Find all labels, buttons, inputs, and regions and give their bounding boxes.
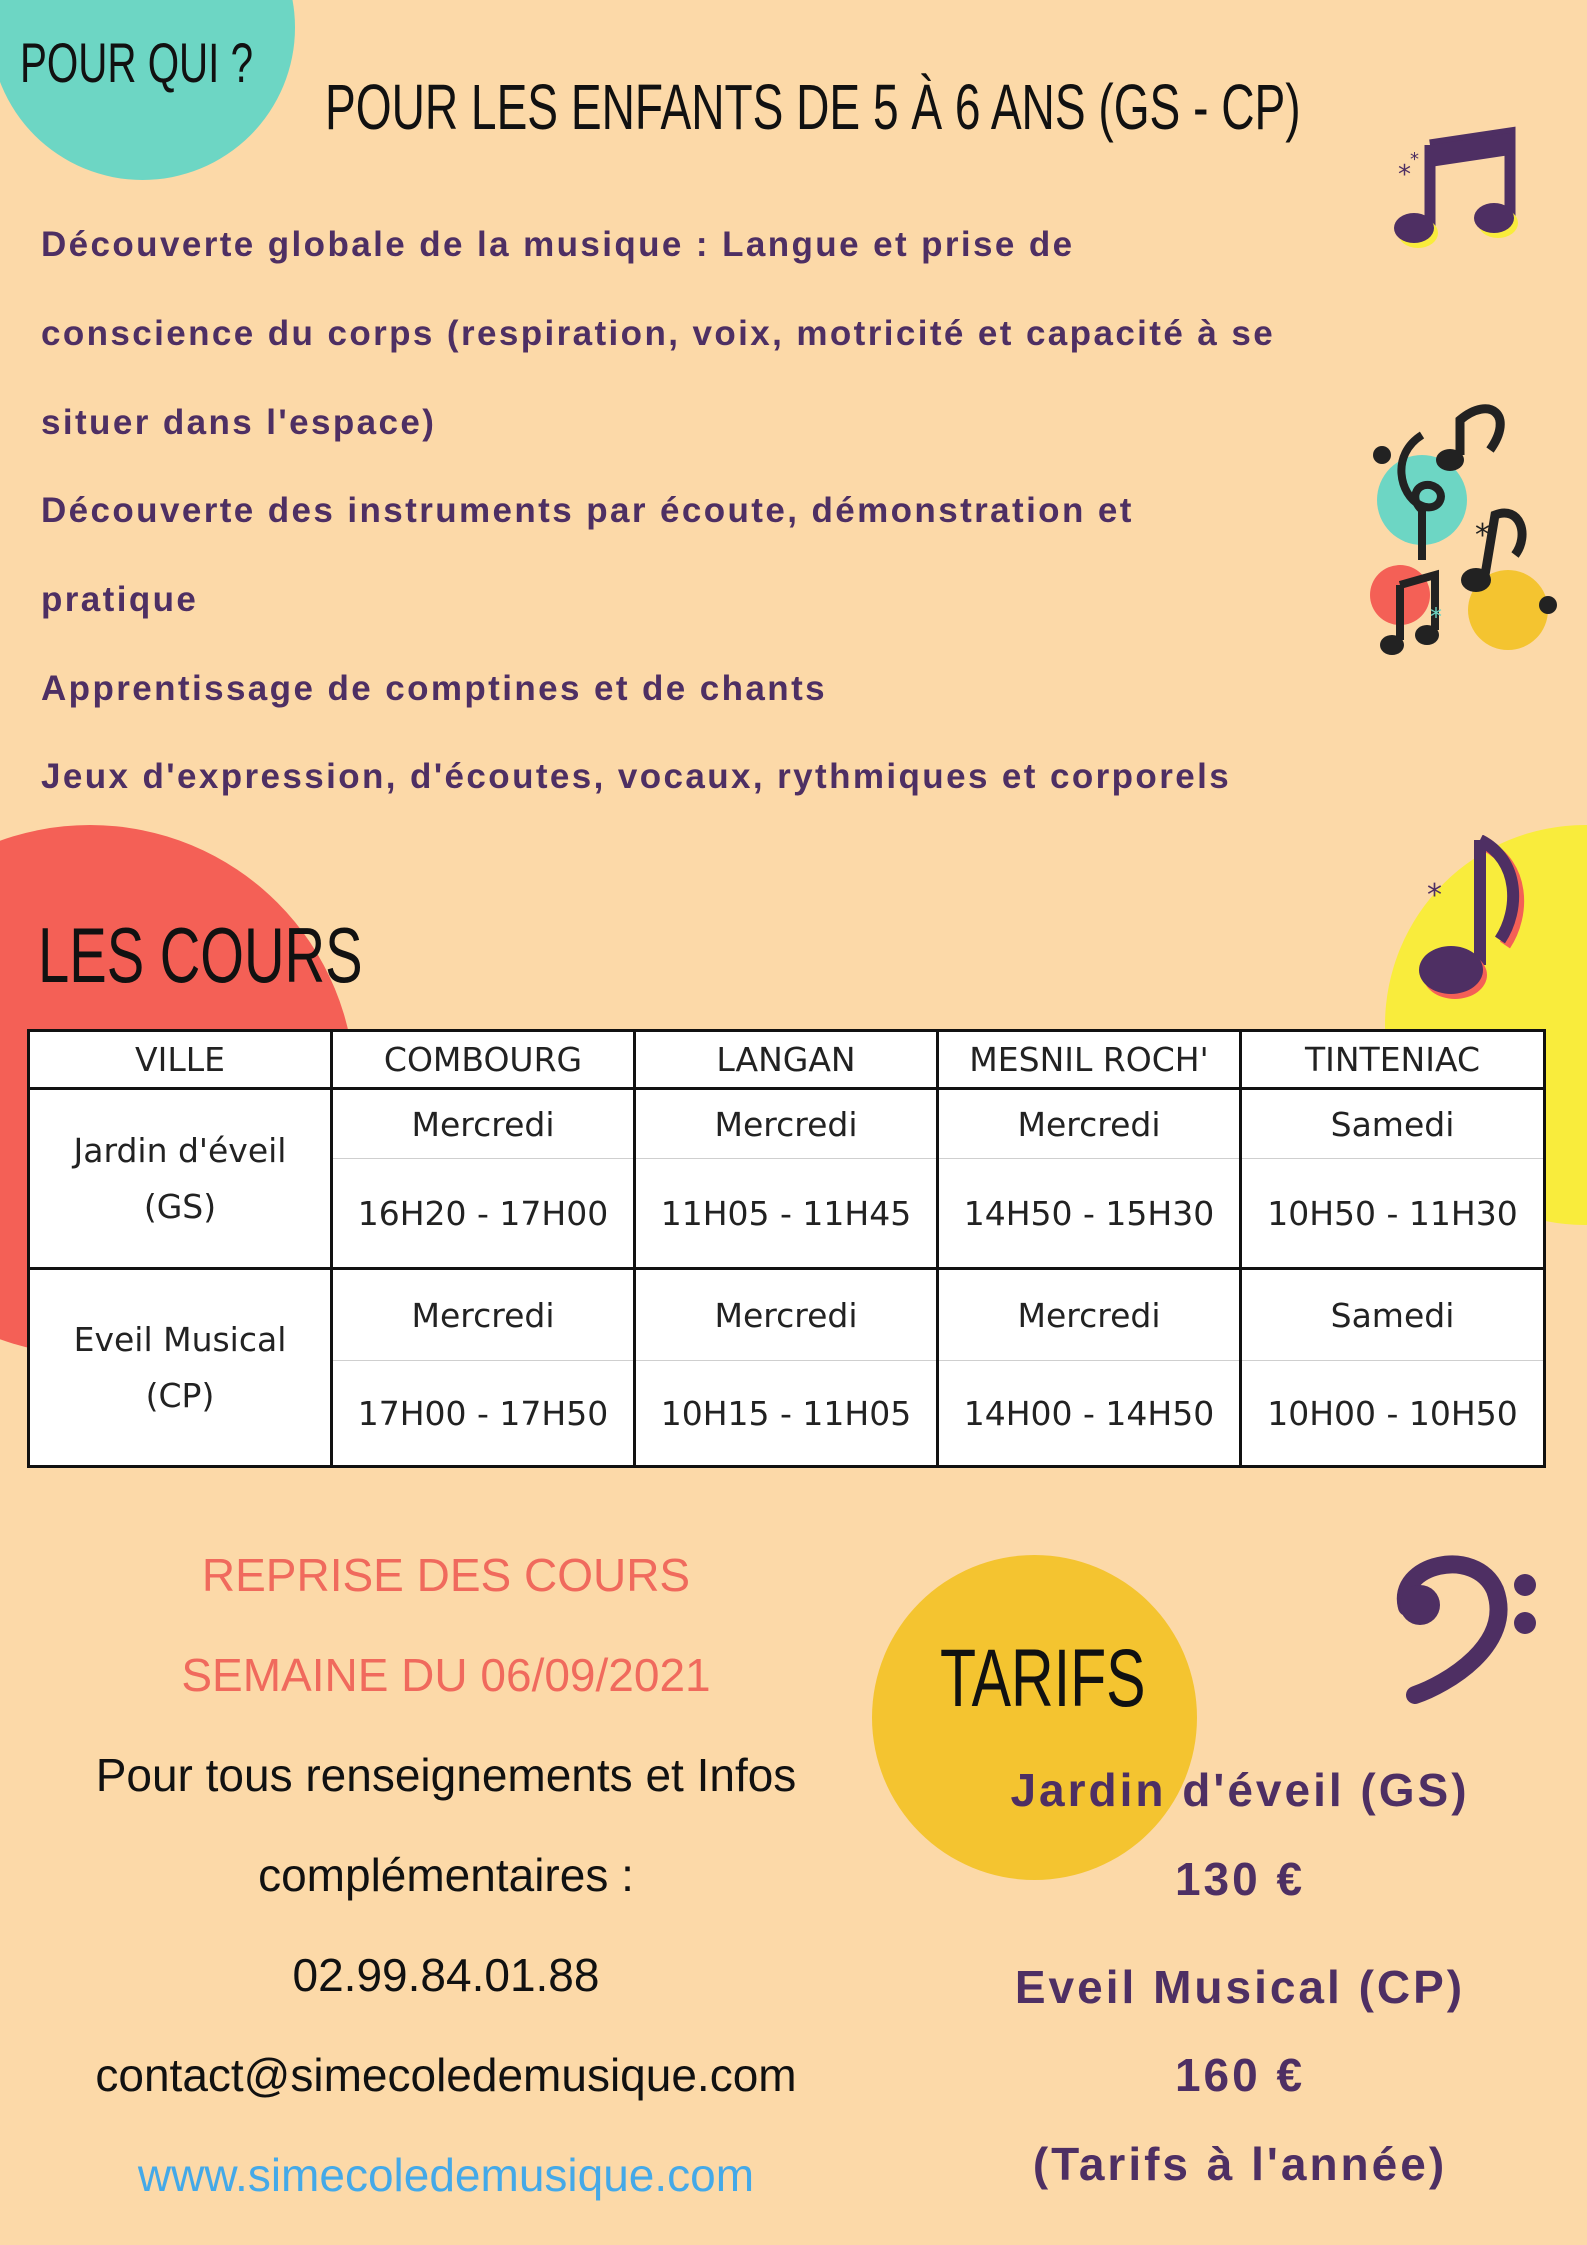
table-cell: 10H15 - 11H05: [635, 1361, 938, 1467]
row-label: [29, 1269, 332, 1467]
table-header-row: [29, 1031, 1545, 1089]
contact-line: complémentaires :: [258, 1849, 634, 1901]
schedule-table: [27, 1029, 1546, 1468]
column-header: MESNIL ROCH': [938, 1031, 1241, 1089]
table-cell: 16H20 - 17H00: [332, 1159, 635, 1269]
description-line: pratique: [41, 580, 199, 619]
table-cell: 17H00 - 17H50: [332, 1361, 635, 1467]
tarif-price: 160 €: [1174, 2049, 1306, 2101]
description-line: Découverte des instruments par écoute, démonstration et: [41, 491, 1134, 530]
table-cell: 14H50 - 15H30: [938, 1159, 1241, 1269]
svg-text:*: *: [1430, 603, 1442, 631]
svg-text:*: *: [1398, 160, 1411, 190]
table-cell: 10H00 - 10H50: [1241, 1361, 1545, 1467]
row-label-line: Jardin d'éveil: [73, 1130, 287, 1170]
table-row: [29, 1089, 1545, 1159]
table-cell: Samedi: [1241, 1269, 1545, 1361]
column-header: LANGAN: [635, 1031, 938, 1089]
row-label-line: (CP): [145, 1375, 215, 1415]
table-row: [29, 1269, 1545, 1361]
column-header: VILLE: [29, 1031, 332, 1089]
svg-text:*: *: [1410, 149, 1419, 170]
description-line: Jeux d'expression, d'écoutes, vocaux, rythmiques et corporels: [41, 757, 1232, 796]
email-link[interactable]: contact@simecoledemusique.com: [95, 2049, 797, 2101]
svg-text:*: *: [1475, 518, 1490, 553]
bass-clef-icon: [1385, 1545, 1545, 1705]
table-cell: Samedi: [1241, 1089, 1545, 1159]
description-line: Découverte globale de la musique : Langue et prise de: [41, 225, 1075, 264]
row-label-line: (GS): [143, 1186, 217, 1226]
description-line: situer dans l'espace): [41, 403, 437, 442]
table-cell: Mercredi: [332, 1089, 635, 1159]
table-cell: 11H05 - 11H45: [635, 1159, 938, 1269]
column-header: TINTENIAC: [1241, 1031, 1545, 1089]
description-line: conscience du corps (respiration, voix, motricité et capacité à se: [41, 314, 1276, 353]
reprise-line: REPRISE DES COURS: [201, 1549, 691, 1601]
row-label: [29, 1089, 332, 1269]
music-note-icon: [1395, 835, 1535, 1005]
svg-text:*: *: [1427, 878, 1442, 913]
row-label-line: Eveil Musical: [73, 1319, 287, 1359]
table-cell: Mercredi: [635, 1089, 938, 1159]
column-header: COMBOURG: [332, 1031, 635, 1089]
table-cell: Mercredi: [938, 1089, 1241, 1159]
table-cell: 14H00 - 14H50: [938, 1361, 1241, 1467]
website-link[interactable]: www.simecoledemusique.com: [137, 2149, 755, 2201]
tarif-label: Eveil Musical (CP): [1014, 1961, 1466, 2013]
reprise-date: SEMAINE DU 06/09/2021: [181, 1649, 711, 1701]
description-line: Apprentissage de comptines et de chants: [41, 669, 827, 708]
tarif-price: 130 €: [1174, 1853, 1306, 1905]
table-cell: Mercredi: [938, 1269, 1241, 1361]
tarif-label: Jardin d'éveil (GS): [1010, 1764, 1470, 1816]
table-cell: Mercredi: [635, 1269, 938, 1361]
phone-number: 02.99.84.01.88: [292, 1949, 600, 2001]
tarif-note: (Tarifs à l'année): [1032, 2138, 1448, 2190]
table-cell: 10H50 - 11H30: [1241, 1159, 1545, 1269]
cours-title: LES COURS: [38, 911, 363, 999]
page-headline: POUR LES ENFANTS DE 5 À 6 ANS (GS - CP): [325, 71, 1301, 143]
tarifs-title: TARIFS: [940, 1633, 1146, 1724]
table-cell: Mercredi: [332, 1269, 635, 1361]
pour-qui-label: POUR QUI ?: [20, 31, 254, 94]
contact-line: Pour tous renseignements et Infos: [95, 1749, 797, 1801]
